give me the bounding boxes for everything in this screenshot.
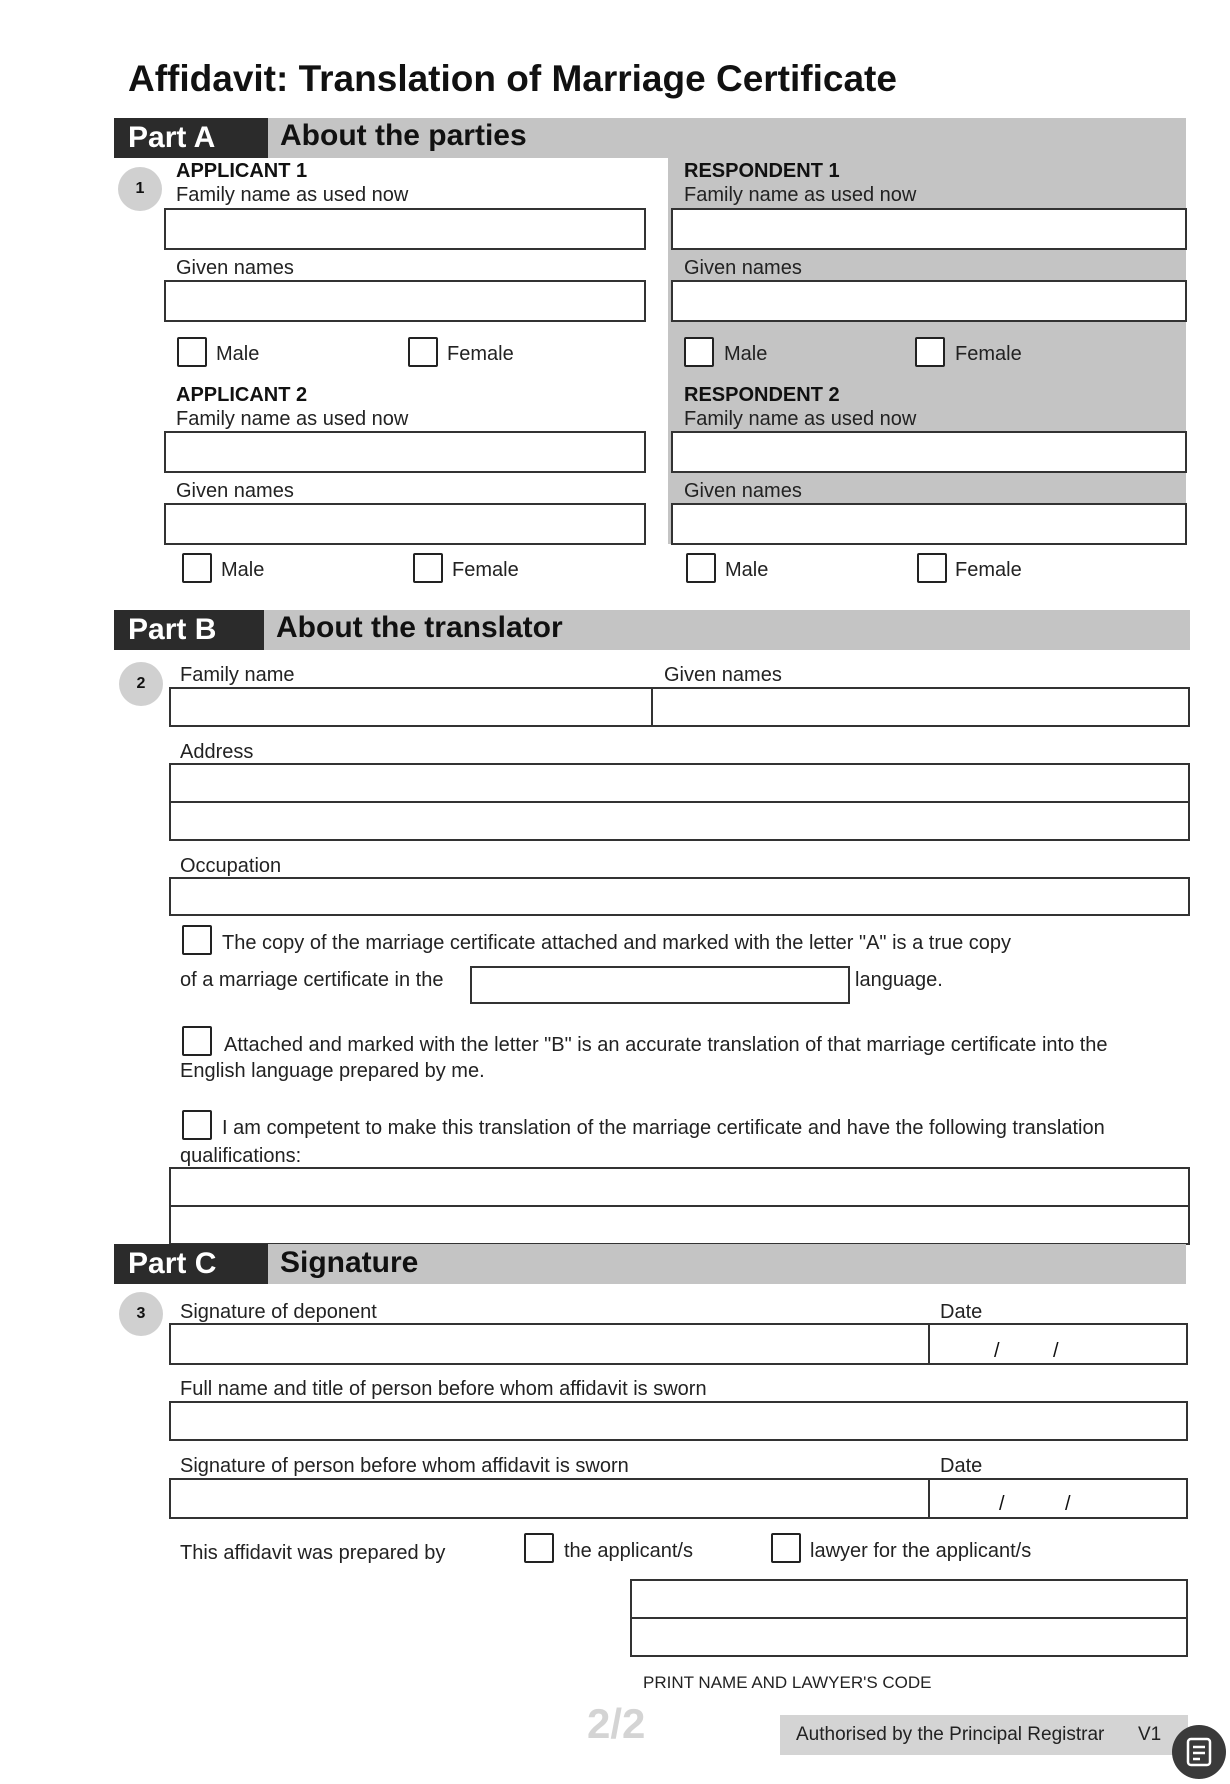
respondent2-given-input[interactable]: [671, 503, 1187, 545]
respondent2-family-input[interactable]: [671, 431, 1187, 473]
print-name-label: PRINT NAME AND LAWYER'S CODE: [643, 1673, 932, 1692]
translator-family-input[interactable]: [169, 687, 653, 727]
respondent1-female-label: Female: [955, 343, 1022, 365]
respondent1-female-checkbox[interactable]: [915, 337, 945, 367]
respondent2-female-label: Female: [955, 559, 1022, 581]
part-b-label: Part B: [114, 610, 264, 650]
respondent1-family-input[interactable]: [671, 208, 1187, 250]
respondent1-given-input[interactable]: [671, 280, 1187, 322]
qualifications-input-line1[interactable]: [169, 1167, 1190, 1207]
applicant2-given-label: Given names: [176, 480, 294, 502]
competent-statement: I am competent to make this translation of the marriage certificate and have the following translation: [222, 1117, 1105, 1139]
applicant1-given-label: Given names: [176, 257, 294, 279]
occupation-input[interactable]: [169, 877, 1190, 916]
qualifications-input-line2[interactable]: [169, 1205, 1190, 1245]
respondent1-heading: RESPONDENT 1: [684, 160, 840, 182]
prepared-by-label: This affidavit was prepared by: [180, 1542, 446, 1564]
signature-sworn-label: Signature of person before whom affidavit is sworn: [180, 1455, 629, 1477]
translator-given-input[interactable]: [651, 687, 1190, 727]
date-slash-1: /: [994, 1340, 1000, 1362]
part-c-heading: Signature: [280, 1246, 419, 1279]
true-copy-statement: The copy of the marriage certificate attached and marked with the letter "A" is a true copy: [222, 932, 1012, 954]
applicant1-female-label: Female: [447, 343, 514, 365]
date2-input[interactable]: [928, 1478, 1188, 1519]
address-input-line2[interactable]: [169, 801, 1190, 841]
prepared-applicant-checkbox[interactable]: [524, 1533, 554, 1563]
document-list-icon: [1172, 1725, 1226, 1779]
page-title: Affidavit: Translation of Marriage Certificate: [128, 58, 897, 99]
applicant1-male-label: Male: [216, 343, 260, 365]
applicant1-family-input[interactable]: [164, 208, 646, 250]
translator-given-label: Given names: [664, 664, 782, 686]
respondent2-female-checkbox[interactable]: [917, 553, 947, 583]
section-number-2: 2: [119, 662, 163, 706]
translation-statement: Attached and marked with the letter "B" is an accurate translation of that marriage certificate into the: [224, 1034, 1108, 1056]
applicant2-male-label: Male: [221, 559, 265, 581]
competent-statement-cont: qualifications:: [180, 1145, 302, 1167]
applicant2-female-checkbox[interactable]: [413, 553, 443, 583]
respondent2-given-label: Given names: [684, 480, 802, 502]
respondent2-male-checkbox[interactable]: [686, 553, 716, 583]
applicant2-given-input[interactable]: [164, 503, 646, 545]
section-number-1: 1: [118, 167, 162, 211]
signature-deponent-label: Signature of deponent: [180, 1301, 377, 1323]
respondent2-heading: RESPONDENT 2: [684, 384, 840, 406]
part-c-label: Part C: [114, 1244, 268, 1284]
translation-statement-cont: English language prepared by me.: [180, 1060, 485, 1082]
respondent1-male-label: Male: [724, 343, 768, 365]
document-menu-button[interactable]: [1172, 1725, 1226, 1779]
page-number: 2/2: [587, 1700, 646, 1747]
respondent2-male-label: Male: [725, 559, 769, 581]
competent-checkbox[interactable]: [182, 1110, 212, 1140]
part-b-heading: About the translator: [276, 611, 563, 644]
part-a-label: Part A: [114, 118, 268, 158]
version-text: V1: [1138, 1724, 1162, 1745]
respondent1-given-label: Given names: [684, 257, 802, 279]
applicant1-male-checkbox[interactable]: [177, 337, 207, 367]
date-label: Date: [940, 1301, 983, 1323]
address-label: Address: [180, 741, 254, 763]
prepared-lawyer-checkbox[interactable]: [771, 1533, 801, 1563]
applicant1-family-label: Family name as used now: [176, 184, 409, 206]
section-number-3: 3: [119, 1292, 163, 1336]
footer-bar: [780, 1715, 1188, 1755]
part-a-heading: About the parties: [280, 119, 527, 152]
signature-deponent-input[interactable]: [169, 1323, 930, 1365]
address-input-line1[interactable]: [169, 763, 1190, 803]
applicant2-family-input[interactable]: [164, 431, 646, 473]
translation-checkbox[interactable]: [182, 1026, 212, 1056]
applicant1-female-checkbox[interactable]: [408, 337, 438, 367]
true-copy-checkbox[interactable]: [182, 925, 212, 955]
part-a-header-bar: [114, 118, 1186, 158]
date2-slash-1: /: [999, 1493, 1005, 1515]
part-c-header-bar: [114, 1244, 1186, 1284]
print-name-input-line1[interactable]: [630, 1579, 1188, 1619]
applicant1-given-input[interactable]: [164, 280, 646, 322]
language-input[interactable]: [470, 966, 850, 1004]
applicant2-heading: APPLICANT 2: [176, 384, 308, 406]
applicant2-male-checkbox[interactable]: [182, 553, 212, 583]
date-slash-2: /: [1053, 1340, 1059, 1362]
full-name-label: Full name and title of person before whom affidavit is sworn: [180, 1378, 707, 1400]
date2-slash-2: /: [1065, 1493, 1071, 1515]
applicant2-family-label: Family name as used now: [176, 408, 409, 430]
signature-sworn-input[interactable]: [169, 1478, 930, 1519]
respondent1-male-checkbox[interactable]: [684, 337, 714, 367]
applicant1-heading: APPLICANT 1: [176, 160, 308, 182]
prepared-applicant-label: the applicant/s: [564, 1540, 693, 1562]
authorised-text: Authorised by the Principal Registrar: [796, 1724, 1105, 1745]
print-name-input-line2[interactable]: [630, 1617, 1188, 1657]
prepared-lawyer-label: lawyer for the applicant/s: [810, 1540, 1032, 1562]
language-suffix: language.: [855, 969, 943, 991]
respondent2-family-label: Family name as used now: [684, 408, 917, 430]
respondent1-family-label: Family name as used now: [684, 184, 917, 206]
occupation-label: Occupation: [180, 855, 282, 877]
applicant2-female-label: Female: [452, 559, 519, 581]
date2-label: Date: [940, 1455, 983, 1477]
full-name-input[interactable]: [169, 1401, 1188, 1441]
translator-family-label: Family name: [180, 664, 295, 686]
true-copy-statement-cont: of a marriage certificate in the: [180, 969, 444, 991]
